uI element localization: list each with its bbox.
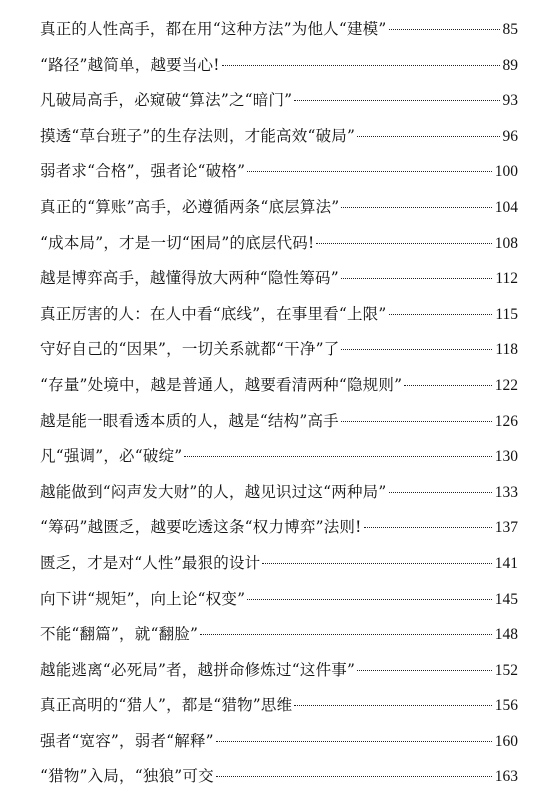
toc-entry-title: 不能“翻篇”，就“翻脸” [40,625,199,644]
dot-leader [357,670,492,671]
toc-entry[interactable] [40,546,518,582]
toc-entry-title: “存量”处境中，越是普通人，越要看清两种“隐规则” [40,375,403,394]
toc-entry-page-number: 130 [494,448,518,466]
toc-entry[interactable] [40,617,518,653]
dot-leader [389,492,492,493]
dot-leader [262,563,491,564]
toc-entry-page-number: 145 [494,590,518,608]
toc-entry[interactable] [40,154,518,190]
toc-entry[interactable] [40,332,518,368]
toc-entry-page-number: 160 [494,732,518,750]
dot-leader [247,171,492,172]
toc-entry-title: 越是能一眼看透本质的人，越是“结构”高手 [40,411,339,430]
toc-entry[interactable] [40,653,518,689]
toc-entry-title: 真正高明的“猎人”，都是“猎物”思维 [40,696,293,715]
toc-entry[interactable] [40,226,518,262]
toc-entry-page-number: 100 [494,163,518,181]
toc-entry-page-number: 93 [502,92,518,110]
toc-entry-title: 越能逃离“必死局”者，越拼命修炼过“这件事” [40,660,356,679]
toc-entry[interactable] [40,48,518,84]
toc-entry[interactable] [40,261,518,297]
dot-leader [341,349,492,350]
toc-entry[interactable] [40,190,518,226]
toc-entry-title: “筹码”越匮乏，越要吃透这条“权力博弈”法则! [40,518,362,537]
dot-leader [216,776,492,777]
toc-entry[interactable] [40,510,518,546]
dot-leader [364,527,492,528]
toc-entry[interactable] [40,12,518,48]
dot-leader [216,741,492,742]
toc-entry-title: 越是博弈高手，越懂得放大两种“隐性筹码” [40,269,339,288]
toc-entry-page-number: 163 [494,768,518,786]
toc-entry[interactable] [40,368,518,404]
dot-leader [389,314,493,315]
toc-entry-page-number: 112 [495,270,518,288]
toc-entry-page-number: 122 [494,376,518,394]
toc-entry-page-number: 118 [495,341,518,359]
toc-entry-page-number: 133 [494,483,518,501]
toc-entry-title: 匮乏，才是对“人性”最狠的设计 [40,553,261,572]
toc-entry-title: 凡“强调”，必“破绽” [40,447,183,466]
toc-entry-title: 守好自己的“因果”，一切关系就都“干净”了 [40,340,340,359]
dot-leader [294,705,491,706]
toc-entry[interactable] [40,83,518,119]
toc-entry[interactable] [40,475,518,511]
dot-leader [294,100,499,101]
toc-entry-page-number: 85 [502,21,518,38]
toc-entry-title: 弱者求“合格”，强者论“破格” [40,162,246,181]
toc-entry-title: 凡破局高手，必窥破“算法”之“暗门” [40,91,293,110]
toc-entry-page-number: 96 [502,127,518,145]
toc-entry[interactable] [40,759,518,795]
toc-entry-page-number: 156 [494,697,518,715]
dot-leader [184,456,491,457]
dot-leader [357,136,499,137]
toc-entry-title: 向下讲“规矩”，向上论“权变” [40,589,246,608]
toc-entry-page-number: 152 [494,661,518,679]
toc-entry-page-number: 115 [495,305,518,323]
dot-leader [404,385,492,386]
toc-entry[interactable] [40,119,518,155]
toc-entry[interactable] [40,582,518,618]
dot-leader [316,243,491,244]
toc-entry-title: “路径”越简单，越要当心! [40,55,220,74]
toc-entry-page-number: 148 [494,626,518,644]
dot-leader [247,599,492,600]
toc-entry-title: 真正厉害的人：在人中看“底线”，在事里看“上限” [40,304,387,323]
toc-entry-page-number: 137 [494,519,518,537]
toc-entry-title: “猎物”入局，“独狼”可交 [40,767,214,786]
toc-entry-title: 越能做到“闷声发大财”的人，越见识过这“两种局” [40,482,387,501]
toc-entry-title: 真正的“算账”高手，必遵循两条“底层算法” [40,197,340,216]
dot-leader [341,278,492,279]
dot-leader [222,65,500,66]
toc-entry-page-number: 89 [502,56,518,74]
toc-entry[interactable] [40,404,518,440]
toc-entry-page-number: 141 [494,554,518,572]
toc-entry-title: “成本局”，才是一切“困局”的底层代码! [40,233,315,252]
dot-leader [341,207,491,208]
toc-entry-title: 摸透“草台班子”的生存法则，才能高效“破局” [40,126,356,145]
toc-entry[interactable] [40,688,518,724]
toc-entry-title: 强者“宽容”，弱者“解释” [40,731,214,750]
toc-entry-page-number: 126 [494,412,518,430]
toc-entry[interactable] [40,439,518,475]
toc-entry-page-number: 108 [494,234,518,252]
toc-entry[interactable] [40,724,518,760]
dot-leader [389,29,500,30]
dot-leader [200,634,492,635]
table-of-contents [40,12,518,795]
dot-leader [341,421,492,422]
toc-entry[interactable] [40,297,518,333]
toc-entry-title: 真正的人性高手，都在用“这种方法”为他人“建模” [40,20,387,38]
toc-entry-page-number: 104 [494,198,518,216]
